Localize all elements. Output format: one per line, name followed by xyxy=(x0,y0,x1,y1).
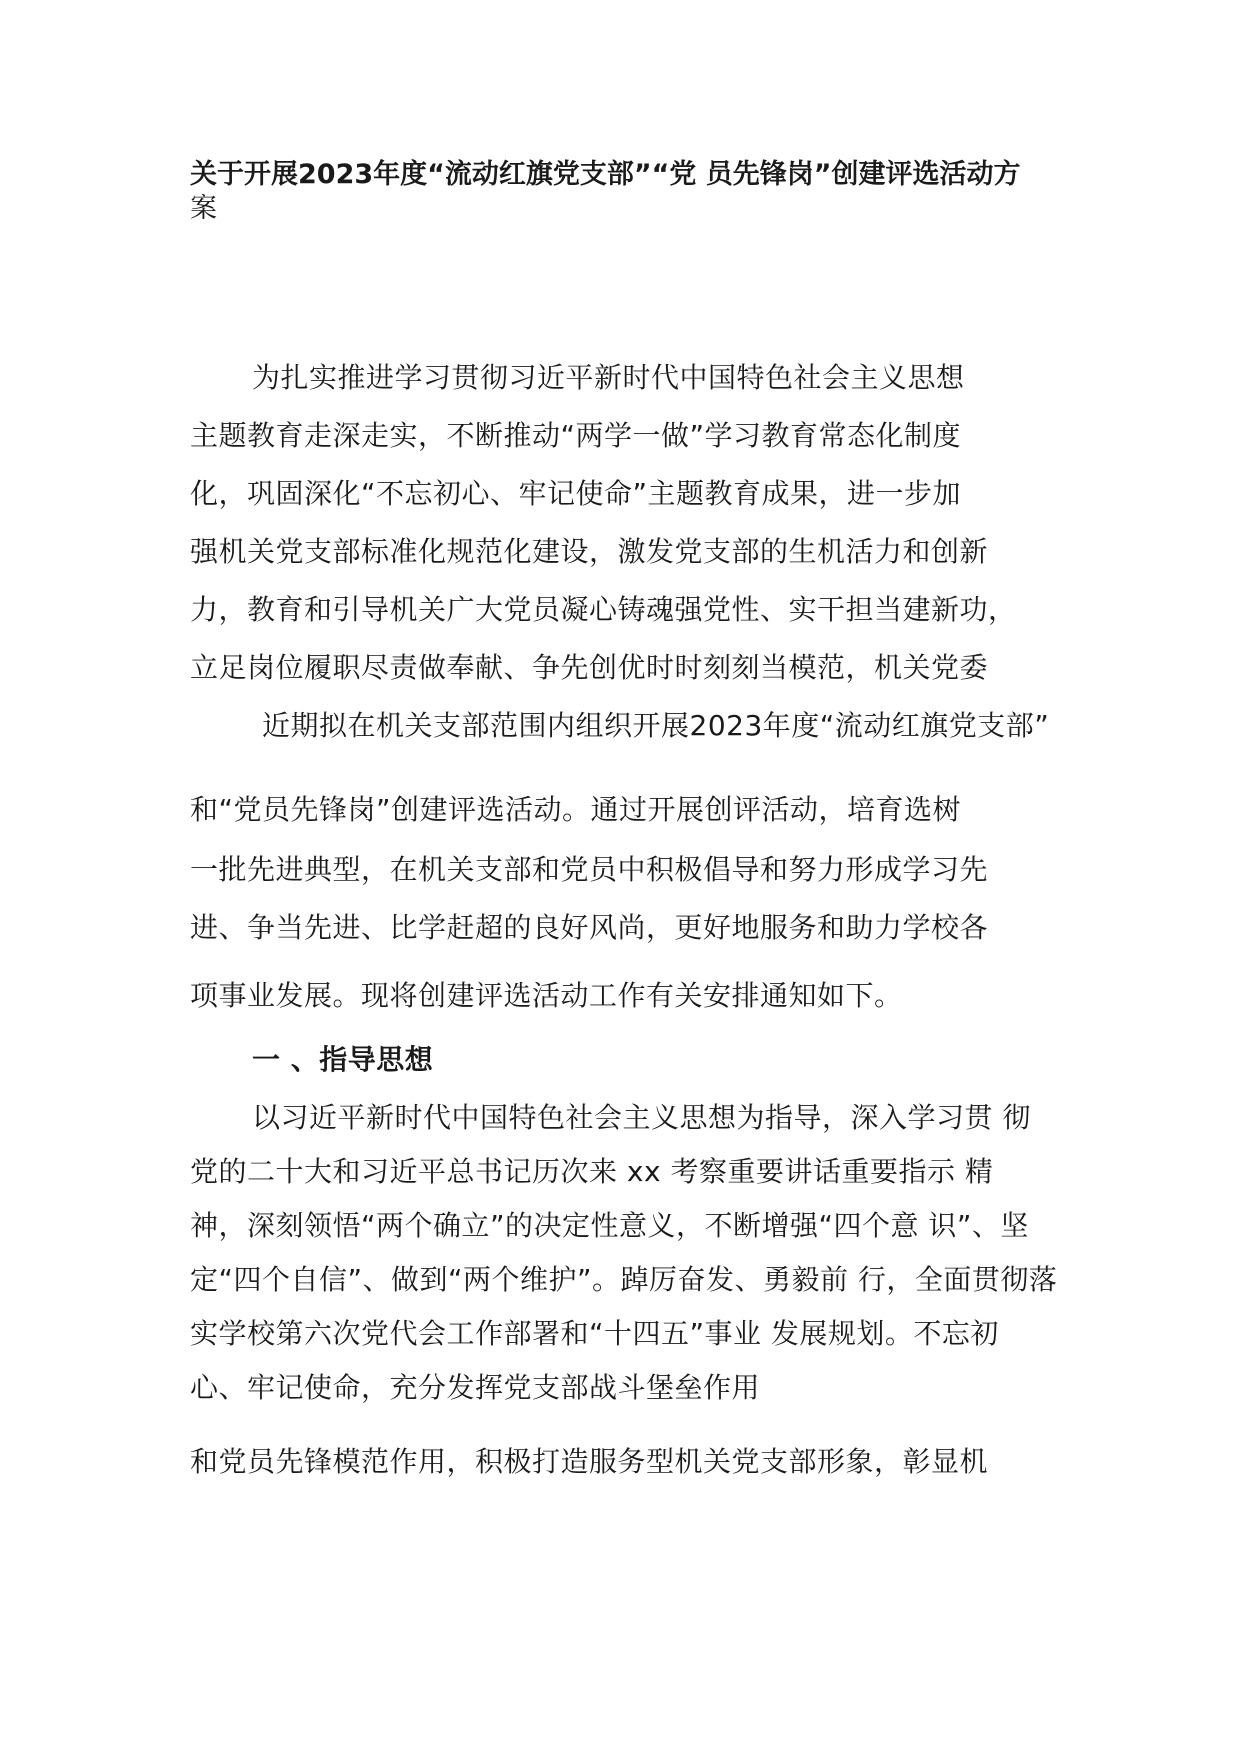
paragraph-line: 化，巩固深化“不忘初心、牢记使命”主题教育成果，进一步加 xyxy=(190,477,962,510)
paragraph-line: 心、牢记使命，充分发挥党支部战斗堡垒作用 xyxy=(190,1371,761,1404)
paragraph-line: 主题教育走深走实，不断推动“两学一做”学习教育常态化制度 xyxy=(190,419,962,452)
paragraph-line: 实学校第六次党代会工作部署和“十四五”事业 发展规划。不忘初 xyxy=(190,1317,999,1350)
paragraph-line: 神，深刻领悟“两个确立”的决定性意义，不断增强“四个意 识”、坚 xyxy=(190,1209,1029,1242)
paragraph-line: 和党员先锋模范作用，积极打造服务型机关党支部形象，彰显机 xyxy=(190,1445,989,1478)
paragraph-line: 近期拟在机关支部范围内组织开展2023年度“流动红旗党支部” xyxy=(262,709,1050,742)
paragraph-line: 进、争当先进、比学赶超的良好风尚，更好地服务和助力学校各 xyxy=(190,911,989,944)
paragraph-line: 力，教育和引导机关广大党员凝心铸魂强党性、实干担当建新功， xyxy=(190,593,1017,626)
paragraph-line: 强机关党支部标准化规范化建设，激发党支部的生机活力和创新 xyxy=(190,535,989,568)
title-line-2: 案 xyxy=(190,193,217,224)
title-line-1: 关于开展2023年度“流动红旗党支部”“党 员先锋岗”创建评选活动方 xyxy=(190,159,1021,190)
paragraph-line: 和“党员先锋岗”创建评选活动。通过开展创评活动，培育选树 xyxy=(190,793,962,826)
paragraph-line: 一批先进典型，在机关支部和党员中积极倡导和努力形成学习先 xyxy=(190,853,989,886)
section-heading: 一 、指导思想 xyxy=(252,1043,434,1076)
paragraph-line: 党的二十大和习近平总书记历次来 xx 考察重要讲话重要指示 精 xyxy=(190,1155,994,1188)
paragraph-line: 项事业发展。现将创建评选活动工作有关安排通知如下。 xyxy=(190,979,903,1012)
paragraph-line: 为扎实推进学习贯彻习近平新时代中国特色社会主义思想 xyxy=(252,361,965,394)
paragraph-line: 立足岗位履职尽责做奉献、争先创优时时刻刻当模范，机关党委 xyxy=(190,651,989,684)
paragraph-line: 以习近平新时代中国特色社会主义思想为指导，深入学习贯 彻 xyxy=(252,1101,1031,1134)
document-title xyxy=(190,158,1090,226)
paragraph-line: 定“四个自信”、做到“两个维护”。踔厉奋发、勇毅前 行，全面贯彻落 xyxy=(190,1263,1058,1296)
